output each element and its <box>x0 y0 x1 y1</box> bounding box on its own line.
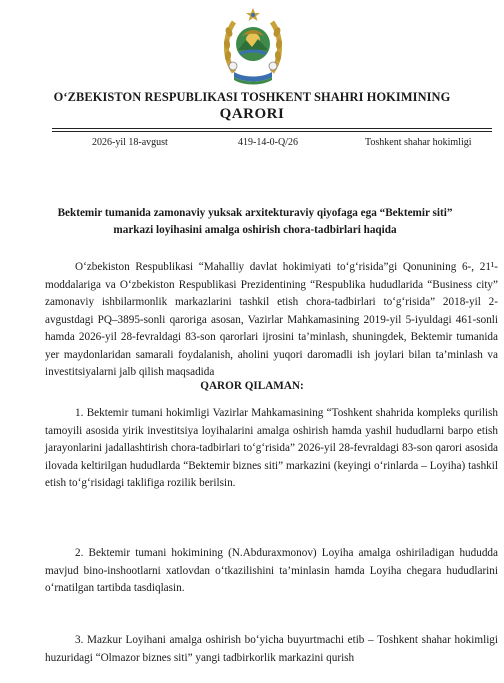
header-rule-top <box>52 128 492 129</box>
decision-item-2: 2. Bektemir tumani hokimining (N.Abduraxmonov) Loyiha amalga oshiriladigan hududda mavjud bino-inshootlarni xatlovdan o‘tkazilishini ta’minlasin hamda Loyiha chegara hududlarini o‘rnatilgan tartibda tasdiqlasin. <box>45 547 498 594</box>
decision-heading: QAROR QILAMAN: <box>200 380 304 392</box>
state-emblem-icon <box>222 6 284 86</box>
header-rule-bottom <box>52 131 492 132</box>
document-title: Bektemir tumanida zamonaviy yuksak arxitekturaviy qiyofaga ega “Bektemir siti” markazi loyihasini amalga oshirish chora-tadbirlari haqida <box>57 207 453 236</box>
document-place: Toshkent shahar hokimligi <box>365 137 472 148</box>
document-date: 2026-yil 18-avgust <box>92 137 168 148</box>
preamble-paragraph: O‘zbekiston Respublikasi “Mahalliy davlat hokimiyati to‘g‘risida”gi Qonunining 6-, 21¹-moddalariga va O‘zbekiston Respublikasi Prezidentining “Respublika hududlarida “Business city” zamonaviy ishbilarmonlik markazlarini tashkil etish chora-tadbirlari to‘g‘risida” 2018-yil 2-avgustdagi PQ–3895-sonli qaroriga asosan, Vazirlar Mahkamasining 2019-yil 5-iyuldagi 461-sonli hamda 2026-yil 28-fevraldagi 83-son qarorlari ijrosini ta’minlash, shuningdek, Bektemir tumanida yer maydonlaridan samarali foydalanish, aholini yuqori daromadli ish joylari bilan ta’minlash va investitsiyalarni jalb qilish maqsadida <box>45 261 498 378</box>
document-type: QARORI <box>219 106 285 122</box>
decision-item-3: 3. Mazkur Loyihani amalga oshirish bo‘yicha buyurtmachi etib – Toshkent shahar hokimligi huzuridagi “Olmazor biznes siti” yangi tadbirkorlik markazini qurish <box>45 634 498 664</box>
document-number: 419-14-0-Q/26 <box>238 137 298 148</box>
decision-item-1: 1. Bektemir tumani hokimligi Vazirlar Mahkamasining “Toshkent shahrida kompleks qurilish tamoyili asosida yirik investitsiya loyihalarini amalga oshirish hamda yashil hududlarni barpo etish jarayonlarini jadallashtirish chora-tadbirlari to‘g‘risida” 2026-yil 28-fevraldagi 83-son qarori asosida ilovada keltirilgan hududlarda “Bektemir biznes siti” markazini (keyingi o‘rinlarda – Loyiha) tashkil etish to‘g‘risidagi taklifiga rozilik berilsin. <box>45 407 498 489</box>
issuer-title: O‘ZBEKISTON RESPUBLIKASI TOSHKENT SHAHRI HOKIMINING <box>53 90 451 104</box>
